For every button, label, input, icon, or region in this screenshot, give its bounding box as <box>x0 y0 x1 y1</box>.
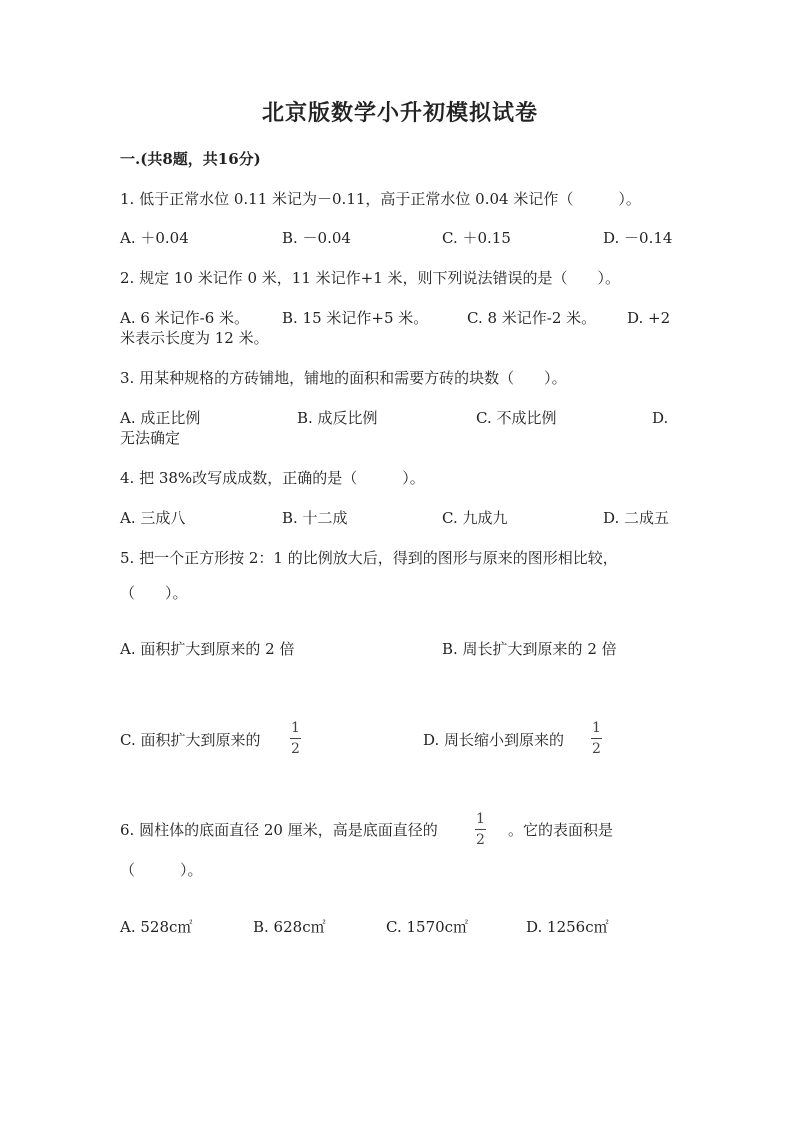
question-5-option-c[interactable]: C. 面积扩大到原来的 <box>120 731 261 749</box>
question-5-option-d-fraction <box>591 721 602 756</box>
question-4-option-c[interactable]: C. 九成九 <box>442 509 508 527</box>
fraction-bar <box>290 738 301 739</box>
question-6-option-a[interactable]: A. 528c㎡ <box>120 918 193 936</box>
fraction-denominator: 2 <box>291 741 300 757</box>
question-2-option-d[interactable]: D. +2 <box>627 309 671 327</box>
fraction-bar <box>475 829 486 830</box>
question-4-option-a[interactable]: A. 三成八 <box>120 509 186 527</box>
section-heading: 一.(共8题，共16分) <box>120 150 261 168</box>
question-2-option-c[interactable]: C. 8 米记作-2 米。 <box>467 309 597 327</box>
fraction-numerator: 1 <box>476 811 485 827</box>
question-1-option-a[interactable]: A. ＋0.04 <box>120 229 189 247</box>
fraction-denominator: 2 <box>592 741 601 757</box>
question-3-option-c[interactable]: C. 不成比例 <box>476 409 557 427</box>
question-6-stem-after-fraction: 。它的表面积是 <box>508 821 614 839</box>
question-5-stem: 5. 把一个正方形按 2：1 的比例放大后，得到的图形与原来的图形相比较， <box>120 549 618 567</box>
fraction-bar <box>591 738 602 739</box>
question-1-option-b[interactable]: B. －0.04 <box>282 229 351 247</box>
question-2-option-b[interactable]: B. 15 米记作+5 米。 <box>282 309 429 327</box>
question-6-option-d[interactable]: D. 1256c㎡ <box>526 918 609 936</box>
question-5-option-d[interactable]: D. 周长缩小到原来的 <box>423 731 565 749</box>
question-5-option-c-fraction <box>290 721 301 756</box>
question-6-option-c[interactable]: C. 1570c㎡ <box>386 918 469 936</box>
question-4-stem: 4. 把 38%改写成成数，正确的是（ ）。 <box>120 469 425 487</box>
question-2-option-d-continued: 米表示长度为 12 米。 <box>120 329 269 347</box>
question-6-stem: 6. 圆柱体的底面直径 20 厘米，高是底面直径的 <box>120 821 438 839</box>
question-1-option-d[interactable]: D. －0.14 <box>603 229 673 247</box>
question-1-stem: 1. 低于正常水位 0.11 米记为－0.11，高于正常水位 0.04 米记作（ ）。 <box>120 190 641 208</box>
question-6-stem-continued: （ ）。 <box>120 861 203 879</box>
question-3-option-d[interactable]: D. <box>652 409 669 427</box>
fraction-numerator: 1 <box>592 720 601 736</box>
question-3-option-a[interactable]: A. 成正比例 <box>120 409 201 427</box>
question-6-option-b[interactable]: B. 628c㎡ <box>253 918 326 936</box>
fraction-denominator: 2 <box>476 832 485 848</box>
question-4-option-d[interactable]: D. 二成五 <box>603 509 670 527</box>
question-5-stem-continued: （ ）。 <box>120 584 188 602</box>
question-3-stem: 3. 用某种规格的方砖铺地，铺地的面积和需要方砖的块数（ ）。 <box>120 369 567 387</box>
page-title: 北京版数学小升初模拟试卷 <box>261 100 538 126</box>
question-5-option-a[interactable]: A. 面积扩大到原来的 2 倍 <box>120 640 295 658</box>
question-3-option-d-continued: 无法确定 <box>120 429 181 447</box>
question-6-fraction <box>475 812 486 847</box>
question-5-option-b[interactable]: B. 周长扩大到原来的 2 倍 <box>442 640 617 658</box>
question-3-option-b[interactable]: B. 成反比例 <box>297 409 378 427</box>
question-2-option-a[interactable]: A. 6 米记作-6 米。 <box>120 309 250 327</box>
question-1-option-c[interactable]: C. ＋0.15 <box>442 229 511 247</box>
question-4-option-b[interactable]: B. 十二成 <box>282 509 348 527</box>
fraction-numerator: 1 <box>291 720 300 736</box>
question-2-stem: 2. 规定 10 米记作 0 米，11 米记作+1 米，则下列说法错误的是（ ）。 <box>120 269 621 287</box>
